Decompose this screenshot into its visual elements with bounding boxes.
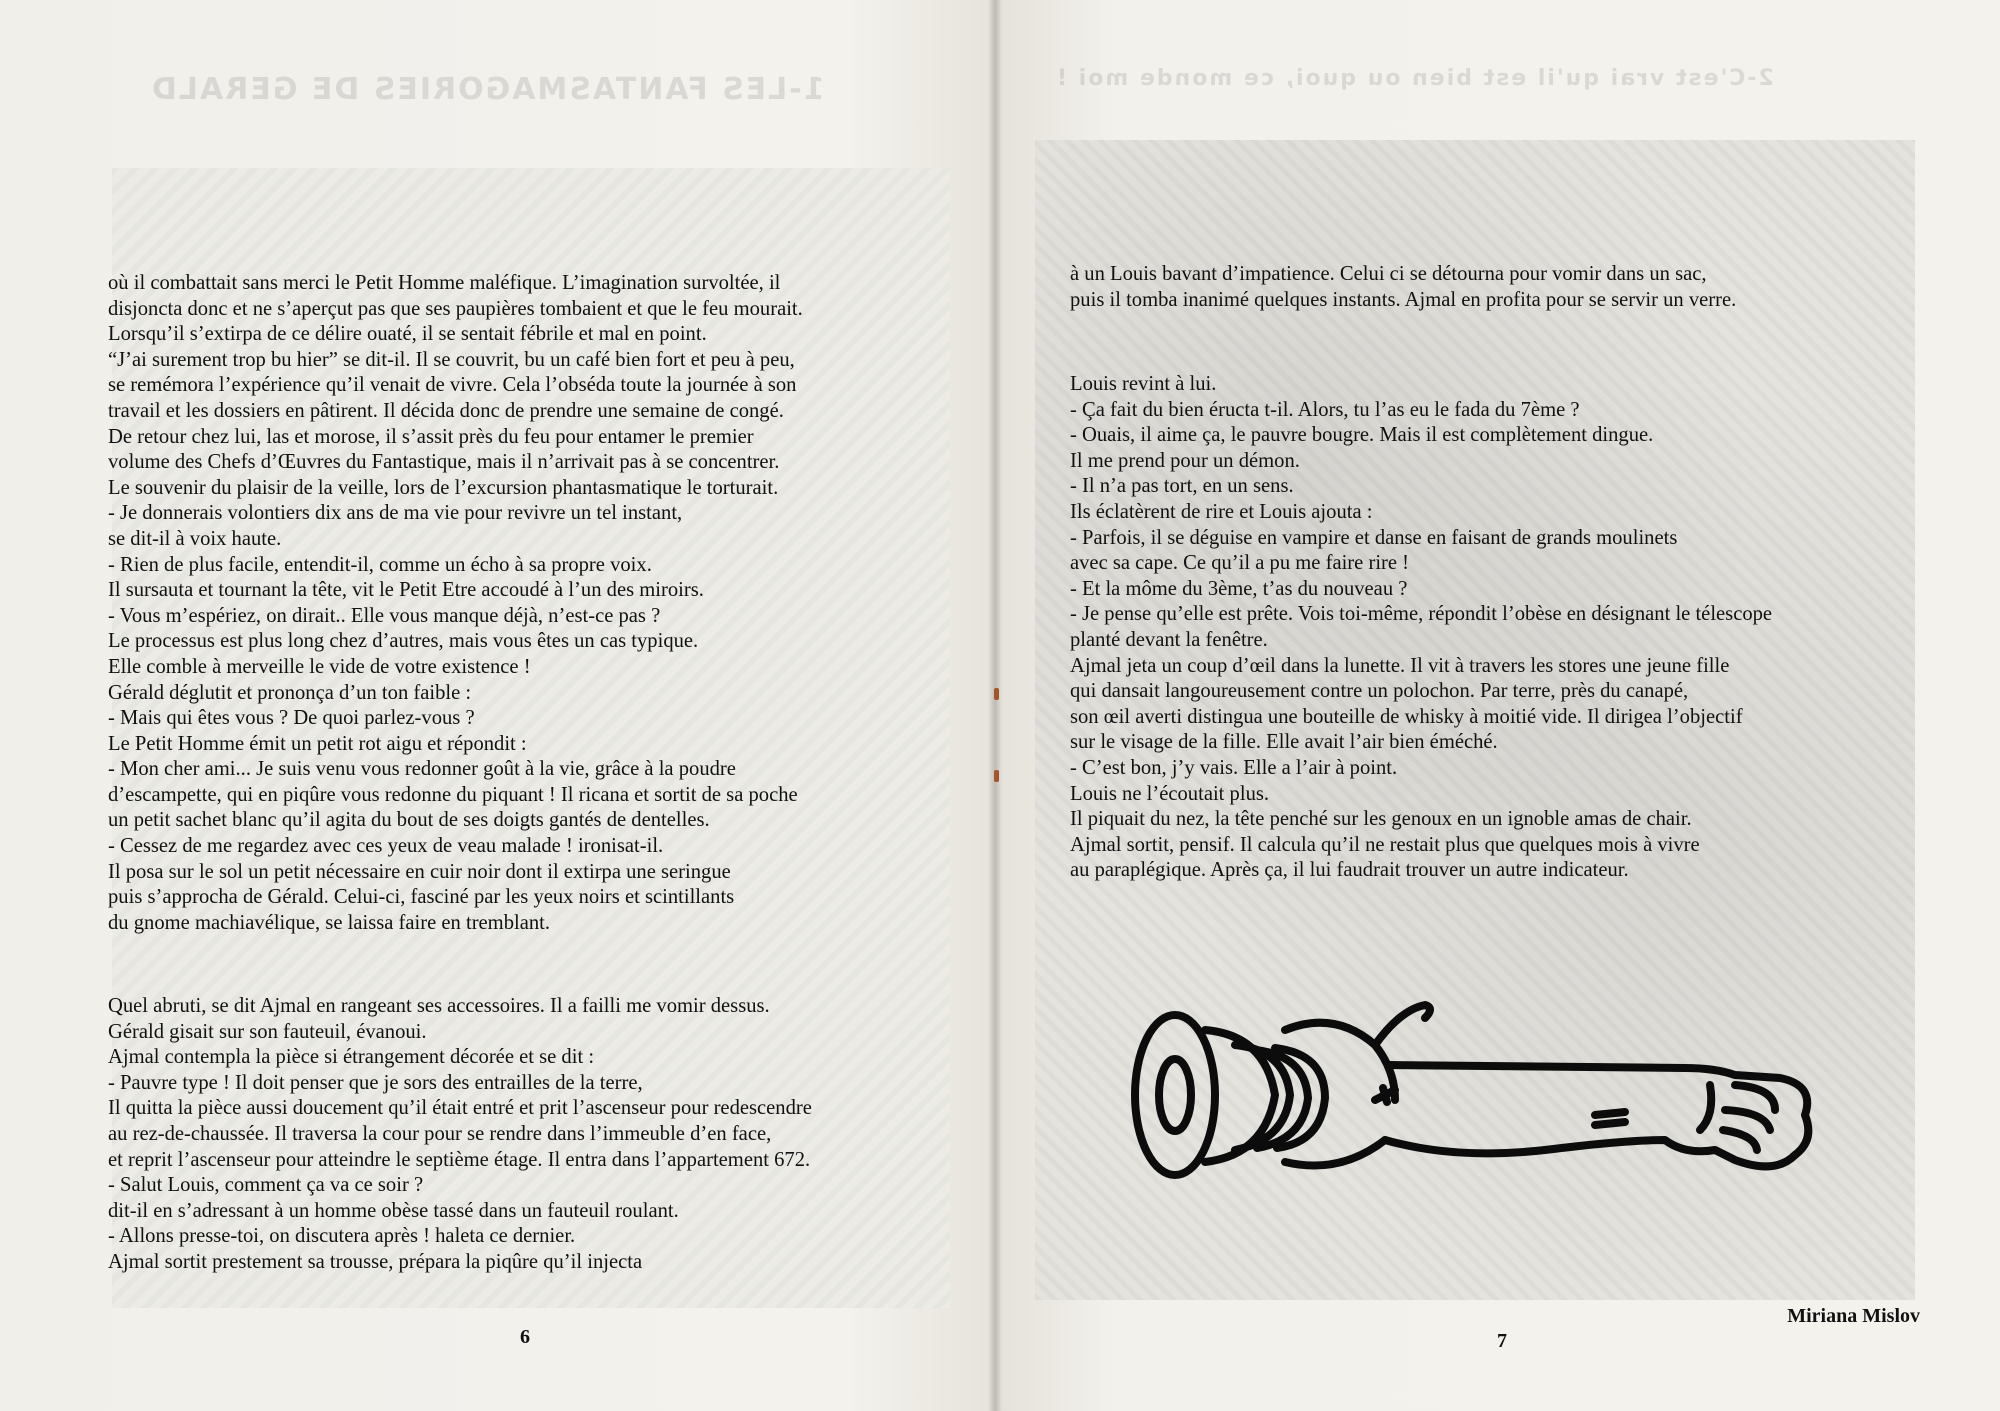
text-line: d’escampette, qui en piqûre vous redonne du piquant ! Il ricana et sortit de sa poche — [108, 783, 798, 806]
text-line: Lorsqu’il s’extirpa de ce délire ouaté, il se sentait fébrile et mal en point. — [108, 323, 707, 346]
text-line: - Ça fait du bien éructa t-il. Alors, tu l’as eu le fada du 7ème ? — [1070, 398, 1580, 421]
right-paragraph-2 — [1070, 372, 1772, 884]
left-page — [0, 0, 995, 1411]
text-line: volume des Chefs d’Œuvres du Fantastique, mais il n’arrivait pas à se concentrer. — [108, 451, 780, 474]
text-line: Le souvenir du plaisir de la veille, lors de l’excursion phantasmatique le torturait. — [108, 476, 779, 499]
text-line: au rez-de-chaussée. Il traversa la cour pour se rendre dans l’immeuble d’en face, — [108, 1122, 772, 1145]
text-line: Ajmal contempla la pièce si étrangement décorée et se dit : — [108, 1046, 595, 1069]
text-line: - Il n’a pas tort, en un sens. — [1070, 475, 1294, 498]
text-line: Quel abruti, se dit Ajmal en rangeant ses accessoires. Il a failli me vomir dessus. — [108, 995, 770, 1017]
staple-bottom — [994, 770, 999, 782]
text-line: Louis ne l’écoutait plus. — [1070, 782, 1270, 805]
text-line: Il piquait du nez, la tête penché sur les genoux en un ignoble amas de chair. — [1070, 808, 1692, 831]
text-line: - Rien de plus facile, entendit-il, comme un écho à sa propre voix. — [108, 553, 652, 576]
text-line: - Vous m’espériez, on dirait.. Elle vous manque déjà, n’est-ce pas ? — [108, 604, 661, 627]
plunger-outer — [1135, 1015, 1215, 1175]
text-line: - Salut Louis, comment ça va ce soir ? — [108, 1174, 424, 1197]
text-line: travail et les dossiers en pâtirent. Il décida donc de prendre une semaine de congé. — [108, 399, 784, 422]
text-line: à un Louis bavant d’impatience. Celui ci se détourna pour vomir dans un sac, — [1070, 263, 1707, 285]
text-line: “J’ai surement trop bu hier” se dit-il. Il se couvrit, bu un café bien fort et peu à peu, — [108, 348, 795, 371]
text-line: - Ouais, il aime ça, le pauvre bougre. Mais il est complètement dingue. — [1070, 424, 1654, 447]
text-line: Ajmal sortit, pensif. Il calcula qu’il ne restait plus que quelques mois à vivre — [1070, 833, 1700, 856]
text-line: où il combattait sans merci le Petit Homme maléfique. L’imagination survoltée, il — [108, 272, 781, 294]
text-line: Ajmal sortit prestement sa trousse, prépara la piqûre qu’il injecta — [108, 1250, 643, 1273]
text-line: - Je donnerais volontiers dix ans de ma vie pour revivre un tel instant, — [108, 502, 683, 525]
text-line: - Mon cher ami... Je suis venu vous redonner goût à la vie, grâce à la poudre — [108, 758, 736, 781]
text-line: qui dansait langoureusement contre un polochon. Par terre, près du canapé, — [1070, 680, 1689, 703]
plunger-inner — [1159, 1059, 1191, 1131]
text-line: - Parfois, il se déguise en vampire et danse en faisant de grands moulinets — [1070, 526, 1678, 549]
text-line: - Je pense qu’elle est prête. Vois toi-même, répondit l’obèse en désignant le télescope — [1070, 603, 1773, 626]
text-line: - C’est bon, j’y vais. Elle a l’air à point. — [1070, 756, 1398, 779]
text-line: - Mais qui êtes vous ? De quoi parlez-vous ? — [108, 707, 475, 730]
text-line: au paraplégique. Après ça, il lui faudrait trouver un autre indicateur. — [1070, 859, 1629, 882]
text-line: De retour chez lui, las et morose, il s’assit près du feu pour entamer le premier — [108, 425, 754, 448]
text-line: - Allons presse-toi, on discutera après ! haleta ce dernier. — [108, 1225, 576, 1248]
text-line: du gnome machiavélique, se laissa faire en tremblant. — [108, 911, 551, 934]
right-page — [995, 0, 2000, 1411]
text-line: Gérald déglutit et prononça d’un ton faible : — [108, 681, 472, 704]
author-credit: Miriana Mislov — [1787, 1305, 1920, 1327]
text-line: Il quitta la pièce aussi doucement qu’il était entré et prit l’ascenseur pour redescendre — [108, 1097, 812, 1120]
left-paragraph-1 — [108, 271, 803, 936]
text-line: avec sa cape. Ce qu’il a pu me faire rire ! — [1070, 552, 1410, 575]
text-line: Le Petit Homme émit un petit rot aigu et répondit : — [108, 732, 527, 755]
text-line: se remémora l’expérience qu’il venait de vivre. Cela l’obséda toute la journée à son — [108, 374, 797, 397]
text-line: puis il tomba inanimé quelques instants. Ajmal en profita pour se servir un verre. — [1070, 288, 1737, 311]
text-line: Ajmal jeta un coup d’œil dans la lunette. Il vit à travers les stores une jeune fille — [1070, 654, 1730, 677]
text-line: Elle comble à merveille le vide de votre existence ! — [108, 655, 531, 678]
page-number-right: 7 — [1497, 1330, 1507, 1352]
text-line: - Pauvre type ! Il doit penser que je sors des entrailles de la terre, — [108, 1071, 643, 1094]
page-number-left: 6 — [520, 1326, 530, 1348]
text-line: - Et la môme du 3ème, t’as du nouveau ? — [1070, 577, 1408, 600]
text-line: sur le visage de la fille. Elle avait l’air bien éméché. — [1070, 731, 1498, 754]
arm-syringe-illustration — [1125, 990, 1825, 1190]
text-line: Gérald gisait sur son fauteuil, évanoui. — [108, 1020, 427, 1043]
text-line: Ils éclatèrent de rire et Louis ajouta : — [1070, 500, 1373, 523]
text-line: dit-il en s’adressant à un homme obèse tassé dans un fauteuil roulant. — [108, 1199, 679, 1222]
text-line: - Cessez de me regardez avec ces yeux de veau malade ! ironisat-il. — [108, 835, 664, 858]
left-paragraph-2 — [108, 994, 812, 1276]
text-line: planté devant la fenêtre. — [1070, 628, 1268, 651]
text-line: Il me prend pour un démon. — [1070, 449, 1300, 472]
text-line: et reprit l’ascenseur pour atteindre le septième étage. Il entra dans l’appartement 672. — [108, 1148, 811, 1171]
text-line: puis s’approcha de Gérald. Celui-ci, fasciné par les yeux noirs et scintillants — [108, 886, 735, 909]
text-line: Louis revint à lui. — [1070, 373, 1217, 395]
mirrored-print-through-title: 1-LES FANTASMAGORIES DE GERALD — [150, 72, 825, 107]
text-line: disjoncta donc et ne s’aperçut pas que ses paupières tombaient et que le feu mourait. — [108, 297, 803, 320]
text-line: Il sursauta et tournant la tête, vit le Petit Etre accoudé à l’un des miroirs. — [108, 579, 704, 602]
right-paragraph-1 — [1070, 262, 1736, 313]
text-line: se dit-il à voix haute. — [108, 527, 282, 550]
text-line: Le processus est plus long chez d’autres, mais vous êtes un cas typique. — [108, 630, 699, 653]
text-line: Il posa sur le sol un petit nécessaire en cuir noir dont il extirpa une seringue — [108, 860, 731, 883]
book-gutter — [988, 0, 1002, 1411]
text-line: un petit sachet blanc qu’il agita du bout de ses doigts gantés de dentelles. — [108, 809, 710, 832]
mirrored-print-through-title: 2-C'est vrai qu'il est bien ou quoi, ce monde moi ! — [1055, 66, 1774, 91]
text-line: son œil averti distingua une bouteille de whisky à moitié vide. Il dirigea l’objectif — [1070, 705, 1743, 728]
staple-top — [994, 688, 999, 700]
